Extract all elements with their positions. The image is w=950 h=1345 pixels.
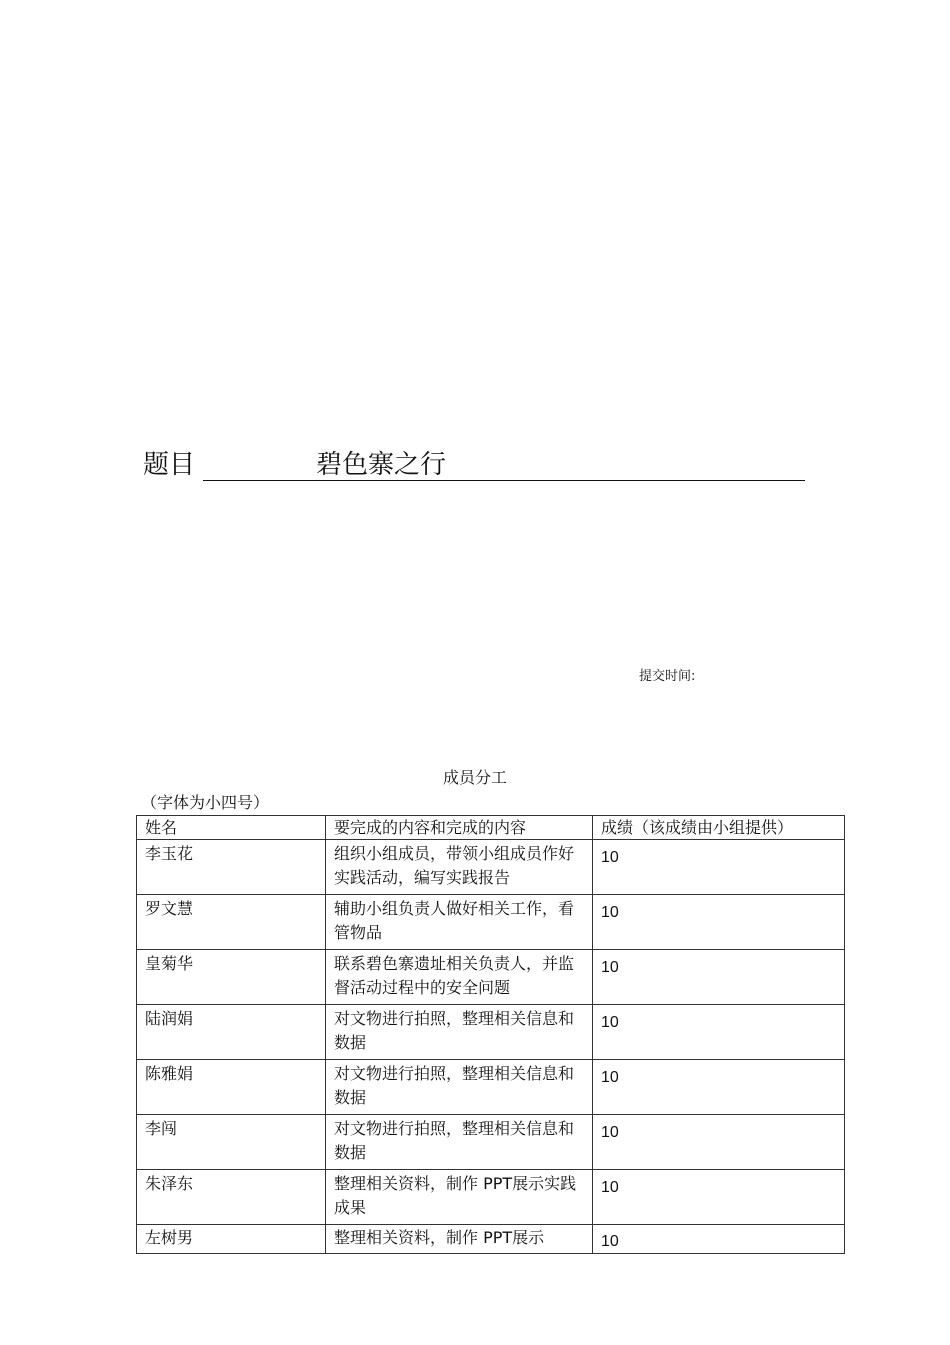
member-task: 组织小组成员，带领小组成员作好实践活动，编写实践报告 [326,840,593,895]
member-task-table [136,815,845,1254]
table-row [137,1005,845,1060]
table-row [137,895,845,950]
title-value: 碧色寨之行 [316,450,447,480]
member-task: 整理相关资料，制作 PPT展示实践成果 [326,1170,593,1225]
member-score: 10 [593,950,845,1005]
header-task: 要完成的内容和完成的内容 [326,816,593,840]
member-name: 朱泽东 [137,1170,326,1225]
table-row [137,840,845,895]
member-score: 10 [593,1115,845,1170]
member-name: 陈雅娟 [137,1060,326,1115]
title-underline [203,480,805,481]
header-name: 姓名 [137,816,326,840]
member-name: 左树男 [137,1225,326,1254]
member-task: 对文物进行拍照，整理相关信息和数据 [326,1060,593,1115]
member-score: 10 [593,1005,845,1060]
member-task: 整理相关资料，制作 PPT展示 [326,1225,593,1254]
submit-time-label: 提交时间: [639,669,696,684]
table-header-row [137,816,845,840]
member-score: 10 [593,1225,845,1254]
member-name: 皇菊华 [137,950,326,1005]
member-score: 10 [593,1060,845,1115]
table-row [137,950,845,1005]
member-name: 陆润娟 [137,1005,326,1060]
member-score: 10 [593,1170,845,1225]
table-row [137,1225,845,1254]
table-row [137,1170,845,1225]
font-note: （字体为小四号） [141,793,270,812]
member-task: 对文物进行拍照，整理相关信息和数据 [326,1115,593,1170]
table-row [137,1115,845,1170]
member-name: 罗文慧 [137,895,326,950]
member-task: 对文物进行拍照，整理相关信息和数据 [326,1005,593,1060]
title-label: 题目 [143,450,196,480]
member-task: 联系碧色寨遗址相关负责人，并监督活动过程中的安全问题 [326,950,593,1005]
header-score: 成绩（该成绩由小组提供） [593,816,845,840]
member-task: 辅助小组负责人做好相关工作，看管物品 [326,895,593,950]
member-name: 李玉花 [137,840,326,895]
title-row [143,448,805,484]
member-score: 10 [593,895,845,950]
member-name: 李闯 [137,1115,326,1170]
section-heading: 成员分工 [442,768,507,787]
member-score: 10 [593,840,845,895]
table-row [137,1060,845,1115]
